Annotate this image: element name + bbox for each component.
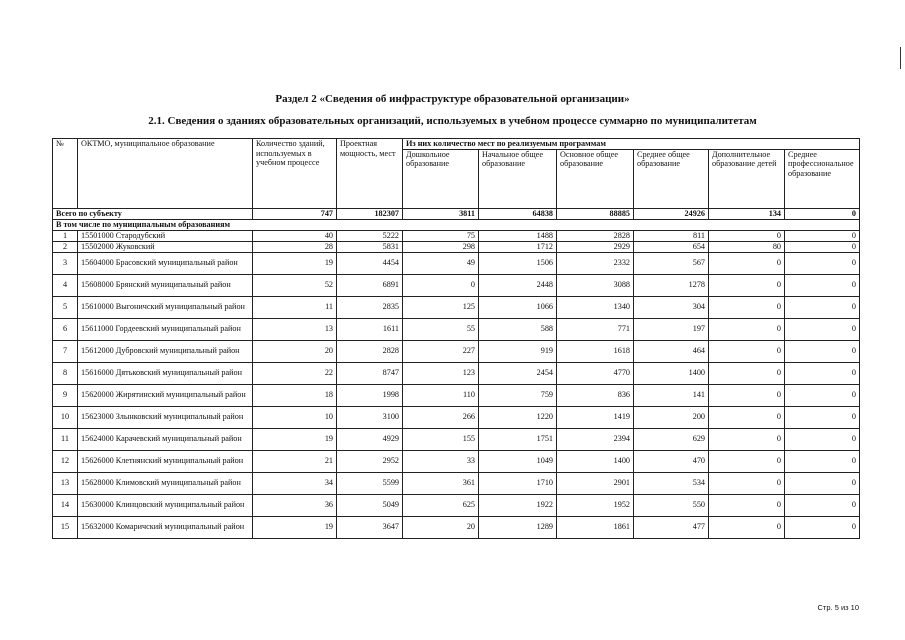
cell-primary: 1751	[479, 428, 557, 450]
header-preschool: Дошкольное образование	[403, 149, 479, 208]
header-oktmo: ОКТМО, муниципальное образование	[78, 139, 253, 209]
cell-additional: 0	[709, 296, 785, 318]
cell-capacity: 1998	[337, 384, 403, 406]
header-capacity: Проектная мощность, мест	[337, 139, 403, 209]
municipality-name: 15616000 Дятьковский муниципальный район	[78, 362, 253, 384]
row-number: 12	[53, 450, 78, 472]
table-row	[53, 362, 860, 384]
total-primary: 64838	[479, 208, 557, 219]
cell-secondary: 654	[634, 241, 709, 252]
page-number: Стр. 5 из 10	[817, 603, 859, 612]
cell-basic: 771	[557, 318, 634, 340]
cell-capacity: 2952	[337, 450, 403, 472]
cell-secondary: 1400	[634, 362, 709, 384]
cell-vocational: 0	[785, 406, 860, 428]
cell-additional: 0	[709, 450, 785, 472]
cell-secondary: 464	[634, 340, 709, 362]
cell-primary: 1922	[479, 494, 557, 516]
cell-additional: 0	[709, 340, 785, 362]
row-number: 2	[53, 241, 78, 252]
cell-primary: 1049	[479, 450, 557, 472]
cell-additional: 0	[709, 362, 785, 384]
municipality-name: 15610000 Выгоничский муниципальный район	[78, 296, 253, 318]
table-row	[53, 516, 860, 538]
table-row	[53, 384, 860, 406]
row-number: 1	[53, 230, 78, 241]
header-primary: Начальное общее образование	[479, 149, 557, 208]
header-additional: Дополнительное образование детей	[709, 149, 785, 208]
cell-capacity: 5222	[337, 230, 403, 241]
total-vocational: 0	[785, 208, 860, 219]
cell-preschool: 361	[403, 472, 479, 494]
cell-primary: 759	[479, 384, 557, 406]
municipality-name: 15604000 Брасовский муниципальный район	[78, 252, 253, 274]
cell-preschool: 298	[403, 241, 479, 252]
row-number: 14	[53, 494, 78, 516]
cell-vocational: 0	[785, 296, 860, 318]
cell-vocational: 0	[785, 230, 860, 241]
cell-buildings: 19	[253, 428, 337, 450]
header-programs-group: Из них количество мест по реализуемым программам	[403, 139, 860, 150]
cell-buildings: 19	[253, 516, 337, 538]
cell-buildings: 10	[253, 406, 337, 428]
cell-buildings: 40	[253, 230, 337, 241]
cell-secondary: 811	[634, 230, 709, 241]
cell-preschool: 0	[403, 274, 479, 296]
cell-secondary: 1278	[634, 274, 709, 296]
cell-secondary: 567	[634, 252, 709, 274]
cell-buildings: 36	[253, 494, 337, 516]
row-number: 8	[53, 362, 78, 384]
total-buildings: 747	[253, 208, 337, 219]
cell-secondary: 629	[634, 428, 709, 450]
cell-buildings: 20	[253, 340, 337, 362]
table-row	[53, 494, 860, 516]
cell-capacity: 3100	[337, 406, 403, 428]
total-label: Всего по субъекту	[53, 208, 253, 219]
cell-basic: 2929	[557, 241, 634, 252]
cell-buildings: 18	[253, 384, 337, 406]
cell-primary: 1506	[479, 252, 557, 274]
cell-additional: 0	[709, 252, 785, 274]
row-number: 5	[53, 296, 78, 318]
cell-secondary: 470	[634, 450, 709, 472]
cell-primary: 2448	[479, 274, 557, 296]
cell-preschool: 49	[403, 252, 479, 274]
cell-buildings: 11	[253, 296, 337, 318]
cell-capacity: 6891	[337, 274, 403, 296]
cell-capacity: 8747	[337, 362, 403, 384]
row-number: 4	[53, 274, 78, 296]
cell-additional: 0	[709, 318, 785, 340]
table-row	[53, 450, 860, 472]
cell-basic: 2332	[557, 252, 634, 274]
cell-secondary: 304	[634, 296, 709, 318]
table-row	[53, 318, 860, 340]
cell-vocational: 0	[785, 450, 860, 472]
table-row	[53, 296, 860, 318]
table-row	[53, 230, 860, 241]
table-row	[53, 241, 860, 252]
cell-basic: 1419	[557, 406, 634, 428]
cell-preschool: 266	[403, 406, 479, 428]
cell-vocational: 0	[785, 472, 860, 494]
cell-additional: 80	[709, 241, 785, 252]
cell-preschool: 227	[403, 340, 479, 362]
cell-buildings: 13	[253, 318, 337, 340]
total-row	[53, 208, 860, 219]
cell-additional: 0	[709, 274, 785, 296]
cell-capacity: 2835	[337, 296, 403, 318]
cell-basic: 2828	[557, 230, 634, 241]
cell-secondary: 477	[634, 516, 709, 538]
cell-basic: 1340	[557, 296, 634, 318]
total-additional: 134	[709, 208, 785, 219]
subheader-label: В том числе по муниципальным образованиям	[53, 219, 860, 230]
table-row	[53, 340, 860, 362]
table-row	[53, 428, 860, 450]
cell-capacity: 2828	[337, 340, 403, 362]
cell-preschool: 20	[403, 516, 479, 538]
header-secondary: Среднее общее образование	[634, 149, 709, 208]
row-number: 11	[53, 428, 78, 450]
cell-additional: 0	[709, 472, 785, 494]
cell-buildings: 28	[253, 241, 337, 252]
municipality-name: 15502000 Жуковский	[78, 241, 253, 252]
cell-basic: 1861	[557, 516, 634, 538]
cell-primary: 1289	[479, 516, 557, 538]
cell-secondary: 534	[634, 472, 709, 494]
cell-vocational: 0	[785, 384, 860, 406]
cell-primary: 919	[479, 340, 557, 362]
cell-additional: 0	[709, 384, 785, 406]
municipality-name: 15628000 Климовский муниципальный район	[78, 472, 253, 494]
total-secondary: 24926	[634, 208, 709, 219]
cell-vocational: 0	[785, 516, 860, 538]
subsection-title: 2.1. Сведения о зданиях образовательных организаций, используемых в учебном процессе суммарно по муниципалитетам	[148, 115, 757, 127]
cell-buildings: 22	[253, 362, 337, 384]
cell-preschool: 625	[403, 494, 479, 516]
cell-additional: 0	[709, 428, 785, 450]
cell-vocational: 0	[785, 241, 860, 252]
cell-buildings: 34	[253, 472, 337, 494]
infrastructure-table	[52, 138, 860, 539]
cell-additional: 0	[709, 494, 785, 516]
cell-secondary: 197	[634, 318, 709, 340]
cell-vocational: 0	[785, 274, 860, 296]
header-vocational: Среднее профессиональное образование	[785, 149, 860, 208]
cell-additional: 0	[709, 406, 785, 428]
municipality-name: 15626000 Клетнянский муниципальный район	[78, 450, 253, 472]
cell-vocational: 0	[785, 340, 860, 362]
row-number: 13	[53, 472, 78, 494]
cell-basic: 3088	[557, 274, 634, 296]
row-number: 7	[53, 340, 78, 362]
municipality-name: 15620000 Жирятинский муниципальный район	[78, 384, 253, 406]
cell-capacity: 4929	[337, 428, 403, 450]
row-number: 10	[53, 406, 78, 428]
cell-primary: 588	[479, 318, 557, 340]
header-no: №	[53, 139, 78, 209]
cell-preschool: 110	[403, 384, 479, 406]
cell-capacity: 5049	[337, 494, 403, 516]
cell-basic: 1618	[557, 340, 634, 362]
cell-basic: 1400	[557, 450, 634, 472]
total-basic: 88885	[557, 208, 634, 219]
cell-secondary: 550	[634, 494, 709, 516]
cell-vocational: 0	[785, 318, 860, 340]
municipality-name: 15623000 Злынковский муниципальный район	[78, 406, 253, 428]
cell-buildings: 52	[253, 274, 337, 296]
cell-capacity: 5599	[337, 472, 403, 494]
cell-preschool: 123	[403, 362, 479, 384]
row-number: 9	[53, 384, 78, 406]
cell-basic: 836	[557, 384, 634, 406]
municipality-name: 15632000 Комаричский муниципальный район	[78, 516, 253, 538]
cell-primary: 2454	[479, 362, 557, 384]
row-number: 3	[53, 252, 78, 274]
cell-capacity: 1611	[337, 318, 403, 340]
cell-secondary: 141	[634, 384, 709, 406]
cell-preschool: 75	[403, 230, 479, 241]
cell-buildings: 21	[253, 450, 337, 472]
cell-primary: 1710	[479, 472, 557, 494]
municipality-name: 15612000 Дубровский муниципальный район	[78, 340, 253, 362]
row-number: 6	[53, 318, 78, 340]
cell-preschool: 55	[403, 318, 479, 340]
cell-capacity: 4454	[337, 252, 403, 274]
municipality-name: 15624000 Карачевский муниципальный район	[78, 428, 253, 450]
total-capacity: 182307	[337, 208, 403, 219]
cell-secondary: 200	[634, 406, 709, 428]
table-row	[53, 406, 860, 428]
table-row	[53, 252, 860, 274]
cell-primary: 1220	[479, 406, 557, 428]
margin-mark	[900, 47, 901, 69]
section-title: Раздел 2 «Сведения об инфраструктуре образовательной организации»	[275, 93, 630, 105]
cell-additional: 0	[709, 516, 785, 538]
table-row	[53, 472, 860, 494]
cell-additional: 0	[709, 230, 785, 241]
cell-basic: 2394	[557, 428, 634, 450]
cell-preschool: 33	[403, 450, 479, 472]
cell-vocational: 0	[785, 494, 860, 516]
cell-capacity: 5831	[337, 241, 403, 252]
cell-capacity: 3647	[337, 516, 403, 538]
cell-primary: 1066	[479, 296, 557, 318]
header-basic: Основное общее образование	[557, 149, 634, 208]
municipality-name: 15608000 Брянский муниципальный район	[78, 274, 253, 296]
cell-vocational: 0	[785, 252, 860, 274]
cell-vocational: 0	[785, 428, 860, 450]
cell-preschool: 125	[403, 296, 479, 318]
cell-basic: 4770	[557, 362, 634, 384]
cell-basic: 1952	[557, 494, 634, 516]
cell-preschool: 155	[403, 428, 479, 450]
row-number: 15	[53, 516, 78, 538]
subheader-row	[53, 219, 860, 230]
table-row	[53, 274, 860, 296]
total-preschool: 3811	[403, 208, 479, 219]
cell-basic: 2901	[557, 472, 634, 494]
cell-primary: 1488	[479, 230, 557, 241]
header-buildings: Количество зданий, используемых в учебном процессе	[253, 139, 337, 209]
municipality-name: 15630000 Клинцовский муниципальный район	[78, 494, 253, 516]
municipality-name: 15501000 Стародубский	[78, 230, 253, 241]
municipality-name: 15611000 Гордеевский муниципальный район	[78, 318, 253, 340]
cell-buildings: 19	[253, 252, 337, 274]
cell-primary: 1712	[479, 241, 557, 252]
cell-vocational: 0	[785, 362, 860, 384]
